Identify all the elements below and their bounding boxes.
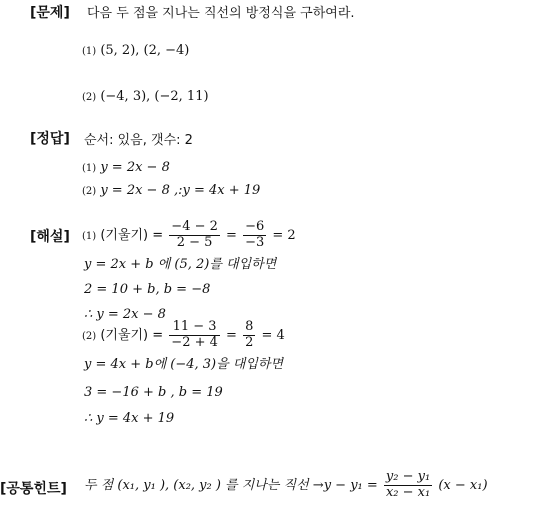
denominator: 2 — [245, 334, 254, 350]
denominator: 2 − 5 — [169, 235, 220, 251]
denominator: x₂ − x₁ — [384, 485, 432, 501]
solution-step-4: ∴ y = 2x − 8 — [84, 307, 166, 322]
result: = 2 — [272, 227, 296, 243]
fraction — [169, 320, 220, 351]
solution-step-2: y = 2x + b 에 (5, 2)를 대입하면 — [84, 257, 277, 272]
solution-step-8: ∴ y = 4x + 19 — [84, 411, 175, 426]
solution-step-3: 2 = 10 + b, b = −8 — [84, 282, 211, 297]
solution-step-7: 3 = −16 + b , b = 19 — [84, 385, 223, 400]
item-number: (1) — [82, 46, 97, 57]
item-points: (−4, 3), (−2, 11) — [100, 89, 209, 104]
answer-number: (2) — [82, 186, 97, 197]
numerator: −6 — [245, 219, 265, 234]
solution-tag: [해설] — [30, 229, 70, 245]
item-points: (5, 2), (2, −4) — [100, 43, 190, 58]
item-number: (2) — [82, 92, 97, 103]
hint-text: 두 점 (x₁, y₁ ), (x₂, y₂ ) 를 지나는 직선 →y − y₁ = — [84, 477, 378, 493]
fraction — [243, 220, 266, 251]
numerator: 8 — [245, 319, 254, 334]
slope-label: (기울기) = — [100, 327, 164, 343]
hint-tail: (x − x₁) — [438, 477, 488, 493]
answer-tag: [정답] — [30, 131, 70, 147]
problem-item-2 — [82, 90, 209, 103]
fraction — [384, 470, 432, 501]
numerator: 11 − 3 — [172, 319, 217, 334]
equals: = — [226, 227, 237, 243]
answer-number: (1) — [82, 163, 97, 174]
result: = 4 — [261, 327, 285, 343]
answer-1 — [82, 161, 170, 174]
hint-formula — [84, 470, 488, 501]
numerator: −4 − 2 — [171, 219, 218, 234]
hint-tag: [공통힌트] — [0, 481, 67, 497]
denominator: −3 — [245, 234, 265, 250]
problem-statement: 다음 두 점을 지나는 직선의 방정식을 구하여라. — [87, 6, 355, 21]
answer-meta: 순서: 있음, 갯수: 2 — [84, 133, 193, 148]
step-number: (1) — [82, 230, 97, 242]
denominator: −2 + 4 — [171, 334, 218, 350]
step-number: (2) — [82, 330, 97, 342]
problem-item-1 — [82, 44, 189, 57]
slope-label: (기울기) = — [100, 227, 164, 243]
answer-2 — [82, 184, 260, 197]
solution-slope-2 — [82, 320, 285, 351]
equals: = — [226, 327, 237, 343]
answer-equation: y = 2x − 8 ,:y = 4x + 19 — [100, 183, 261, 198]
numerator: y₂ − y₁ — [385, 469, 431, 484]
fraction — [169, 220, 220, 251]
solution-step-6: y = 4x + b에 (−4, 3)을 대입하면 — [84, 357, 284, 372]
fraction — [243, 320, 255, 351]
solution-slope-1 — [82, 220, 296, 251]
answer-equation: y = 2x − 8 — [100, 160, 170, 175]
problem-tag: [문제] — [30, 5, 70, 21]
